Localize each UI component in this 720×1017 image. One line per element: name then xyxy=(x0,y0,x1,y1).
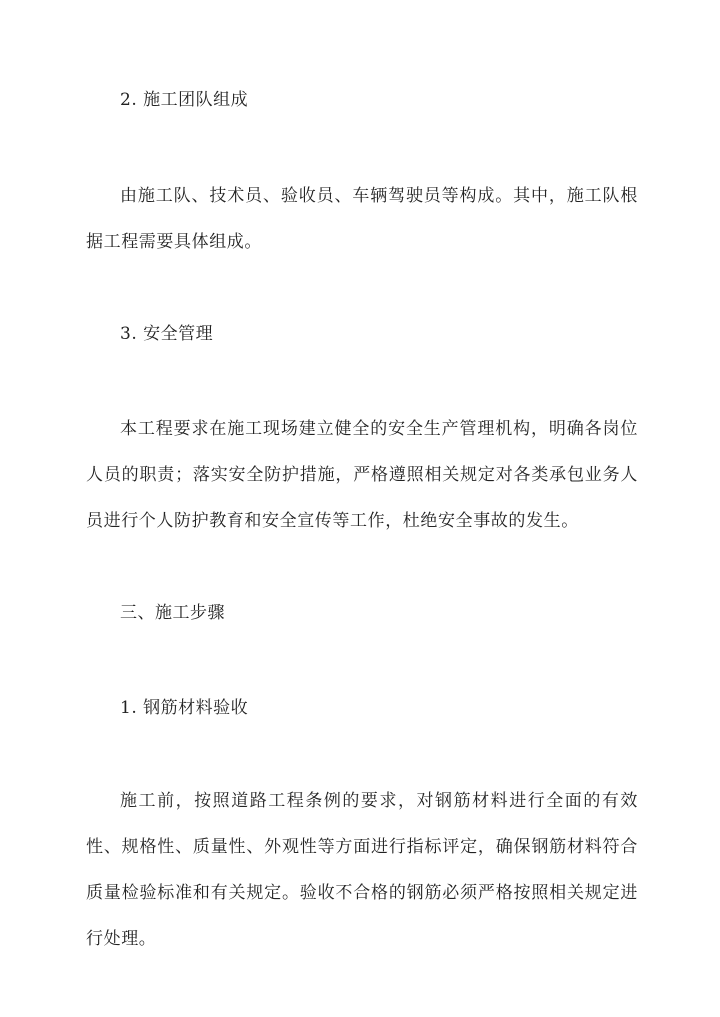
step-1-paragraph: 施工前，按照道路工程条例的要求，对钢筋材料进行全面的有效性、规格性、质量性、外观性等方面进行指标评定，确保钢筋材料符合质量检验标准和有关规定。验收不合格的钢筋必须严格按照相关规定进行处理。 xyxy=(86,791,638,949)
section-2-heading: 2. 施工团队组成 xyxy=(120,90,249,110)
section-2-paragraph: 由施工队、技术员、验收员、车辆驾驶员等构成。其中，施工队根据工程需要具体组成。 xyxy=(86,186,638,252)
section-3-paragraph: 本工程要求在施工现场建立健全的安全生产管理机构，明确各岗位人员的职责；落实安全防护措施，严格遵照相关规定对各类承包业务人员进行个人防护教育和安全宣传等工作，杜绝安全事故的发生。 xyxy=(86,419,638,531)
section-3-heading: 3. 安全管理 xyxy=(120,324,214,344)
step-1-heading: 1. 钢筋材料验收 xyxy=(120,698,249,718)
chapter-3-heading: 三、施工步骤 xyxy=(120,603,225,623)
